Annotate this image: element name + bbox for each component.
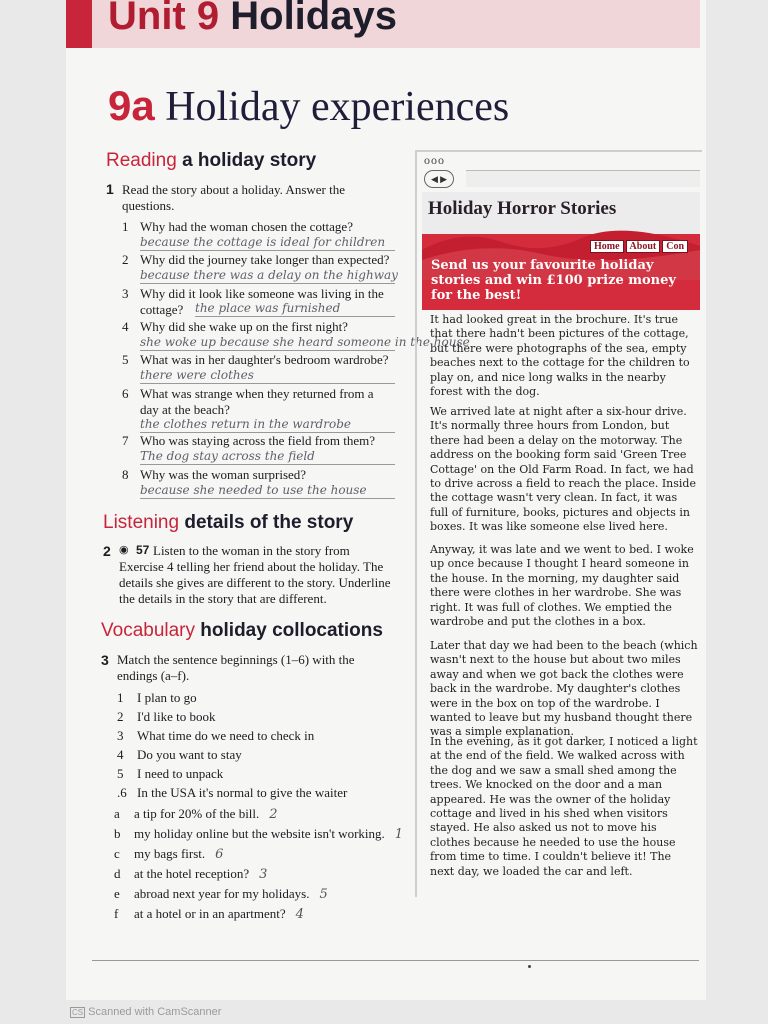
listening-heading — [103, 512, 353, 534]
handwritten-answer[interactable]: because the cottage is ideal for children — [140, 235, 395, 251]
address-bar[interactable] — [466, 170, 700, 187]
story-paragraph: Later that day we had been to the beach (which wasn't next to the house but about two miles away and when we got back the clothes were back in the wardrobe. My daughter's clothes were in the box on top of the wardrobe. I wanted to leave but my husband thought there was a simple explanation. — [430, 639, 698, 739]
beginning-item — [117, 707, 347, 726]
beginning-item — [117, 783, 347, 802]
camscanner-logo: CS — [72, 1008, 84, 1017]
reading-heading-red: Reading — [106, 150, 177, 171]
site-title: Holiday Horror Stories — [428, 198, 617, 219]
question-text: What was strange when they returned from a — [140, 386, 374, 401]
item-letter: d — [114, 866, 121, 881]
question-item — [122, 219, 353, 235]
item-text: my holiday online but the website isn't working. — [134, 826, 385, 841]
vocabulary-heading-rest: holiday collocations — [200, 620, 383, 641]
beginning-item — [117, 764, 347, 783]
site-nav-link[interactable]: About — [626, 240, 661, 253]
promo-text: Send us your favourite holiday stories and win £100 prize money for the best! — [431, 258, 676, 303]
lesson-number: 9a — [108, 82, 155, 129]
item-text: abroad next year for my holidays. — [134, 886, 310, 901]
item-letter: b — [114, 826, 121, 841]
question-number: 5 — [122, 352, 129, 367]
site-nav — [590, 236, 690, 254]
item-letter: e — [114, 886, 120, 901]
item-letter: a — [114, 806, 120, 821]
item-letter: c — [114, 846, 120, 861]
question-number: 6 — [122, 386, 129, 401]
sentence-endings — [114, 804, 403, 924]
site-nav-link[interactable]: Con — [662, 240, 688, 253]
question-item — [122, 286, 384, 302]
beginning-item — [117, 745, 347, 764]
site-nav-link[interactable]: Home — [590, 240, 624, 253]
handwritten-answer[interactable]: The dog stay across the field — [140, 449, 395, 465]
beginning-item — [117, 688, 347, 707]
question-number: 4 — [122, 319, 129, 334]
handwritten-match[interactable]: 2 — [269, 807, 278, 822]
question-item — [122, 467, 306, 483]
unit-name: Holidays — [230, 0, 397, 38]
story-paragraph: In the evening, as it got darker, I noticed a light at the end of the field. We walked across with the dog and we saw a small shed among the trees. We knocked on the door and a man appeared. He was the owner of the holiday cottage and lived in his shed when visitors stayed. He also asked us not to move his clothes because he needed to use the house from time to time. I couldn't believe it! The next day, we loaded the car and left. — [430, 735, 698, 878]
vocabulary-instruction: Match the sentence beginnings (1–6) with the endings (a–f). — [117, 652, 355, 683]
question-text: Why did the journey take longer than expected? — [140, 252, 390, 267]
reading-heading — [106, 150, 316, 172]
window-controls[interactable]: ooo — [424, 153, 445, 167]
track-number: 57 — [136, 543, 150, 557]
ending-item — [114, 844, 403, 864]
back-forward-arrows[interactable]: ◀ ▶ — [424, 170, 454, 188]
question-number: 1 — [122, 219, 129, 234]
ending-item — [114, 884, 403, 904]
question-text: Why was the woman surprised? — [140, 467, 307, 482]
sentence-beginnings — [117, 688, 347, 802]
handwritten-answer[interactable]: because she needed to use the house — [140, 483, 395, 499]
vocabulary-heading-red: Vocabulary — [101, 620, 196, 641]
lesson-title — [108, 82, 509, 131]
exercise-number: 3 — [101, 652, 109, 668]
question-text: Why did she wake up on the first night? — [140, 319, 348, 334]
item-text: What time do we need to check in — [137, 728, 315, 743]
question-item — [122, 352, 389, 368]
item-number: 4 — [117, 747, 124, 762]
ending-item — [114, 824, 403, 844]
question-text-continued: day at the beach? — [140, 402, 230, 417]
item-number: 5 — [117, 766, 124, 781]
unit-number: Unit 9 — [108, 0, 220, 38]
item-text: I plan to go — [137, 690, 197, 705]
item-number: 3 — [117, 728, 124, 743]
question-text: What was in her daughter's bedroom wardrobe? — [140, 352, 389, 367]
question-number: 3 — [122, 286, 129, 301]
ending-item — [114, 804, 403, 824]
question-text: Why did it look like someone was living in the — [140, 286, 384, 301]
listening-heading-rest: details of the story — [184, 512, 354, 533]
handwritten-match[interactable]: 3 — [259, 867, 268, 882]
question-item — [122, 252, 389, 268]
question-item — [122, 319, 348, 335]
question-item — [122, 433, 375, 449]
page-dot — [528, 965, 531, 968]
question-item — [122, 386, 374, 402]
beginning-item — [117, 726, 347, 745]
scanner-watermark — [70, 1006, 221, 1018]
item-text: Do you want to stay — [137, 747, 242, 762]
handwritten-match[interactable]: 6 — [215, 847, 224, 862]
unit-title — [108, 0, 397, 39]
question-text-continued: cottage? — [140, 302, 184, 317]
ending-item — [114, 904, 403, 924]
handwritten-answer[interactable]: because there was a delay on the highway — [140, 268, 398, 282]
question-text: Why had the woman chosen the cottage? — [140, 219, 353, 234]
handwritten-answer[interactable]: there were clothes — [140, 368, 395, 384]
item-text: at a hotel or in an apartment? — [134, 906, 286, 921]
question-text: Who was staying across the field from them? — [140, 433, 376, 448]
audio-icon[interactable]: ◉ — [119, 544, 129, 556]
reading-instruction: Read the story about a holiday. Answer the questions. — [122, 182, 345, 213]
item-letter: f — [114, 906, 119, 921]
listening-heading-red: Listening — [103, 512, 180, 533]
handwritten-answer[interactable]: the clothes return in the wardrobe — [140, 417, 395, 433]
item-text: at the hotel reception? — [134, 866, 250, 881]
listening-instruction: Listen to the woman in the story from Exercise 4 telling her friend about the holiday. The details she gives are different to the story. Underline the details in the story that are different. — [119, 543, 391, 606]
question-number: 7 — [122, 433, 129, 448]
handwritten-match[interactable]: 5 — [319, 887, 328, 902]
ending-item — [114, 864, 403, 884]
item-text: I need to unpack — [137, 766, 224, 781]
exercise-number: 2 — [103, 543, 111, 559]
item-text: I'd like to book — [137, 709, 216, 724]
unit-header-tab — [66, 0, 92, 48]
story-paragraph: Anyway, it was late and we went to bed. I woke up once because I thought I heard someone in the house. In the morning, my daughter said there were clothes in her wardrobe. She was right. It was full of clothes. We emptied the wardrobe and put the clothes in a box. — [430, 543, 694, 629]
scanner-text: Scanned with CamScanner — [88, 1006, 222, 1018]
item-text: In the USA it's normal to give the waiter — [137, 785, 348, 800]
page-bottom-rule — [92, 960, 699, 961]
handwritten-answer[interactable]: she woke up because she heard someone in the house — [140, 335, 470, 349]
item-number: 2 — [117, 709, 124, 724]
item-number: .6 — [117, 785, 127, 800]
question-number: 8 — [122, 467, 129, 482]
story-paragraph: It had looked great in the brochure. It's true that there hadn't been pictures of the cottage, but there were photographs of the sea, empty beaches next to the cottage for the children to play on, and nice long walks in the nearby forest with the dog. — [430, 313, 690, 399]
item-text: a tip for 20% of the bill. — [134, 806, 260, 821]
handwritten-match[interactable]: 1 — [394, 827, 404, 842]
handwritten-answer[interactable]: the place was furnished — [195, 301, 395, 317]
story-paragraph: We arrived late at night after a six-hour drive. It's normally three hours from London, but there had been a delay on the motorway. The address on the booking form said 'Green Tree Cottage' on the Old Farm Road. In fact, we had to drive across a field to reach the place. Inside the cottage wasn't very clean. In fact, it was full of furniture, books, pictures and objects in boxes. It was like someone else lived here. — [430, 405, 696, 534]
handwritten-match[interactable]: 4 — [295, 907, 304, 922]
vocabulary-heading — [101, 620, 383, 642]
item-text: my bags first. — [134, 846, 206, 861]
item-number: 1 — [117, 690, 124, 705]
lesson-name: Holiday experiences — [165, 84, 510, 130]
question-number: 2 — [122, 252, 129, 267]
exercise-number: 1 — [106, 181, 114, 197]
reading-heading-rest: a holiday story — [182, 150, 317, 171]
